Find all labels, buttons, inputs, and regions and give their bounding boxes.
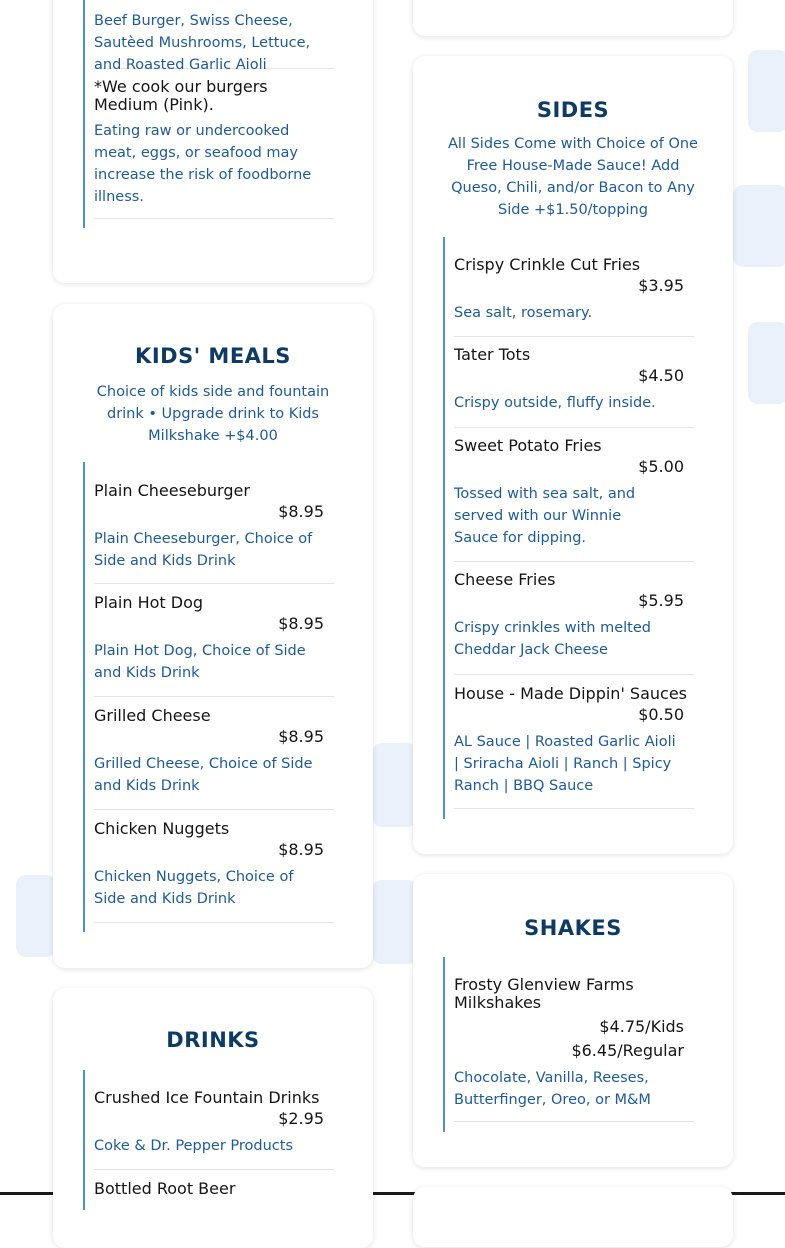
item-price-kids: $4.75/Kids (599, 1017, 684, 1036)
item-description: Crispy outside, fluffy inside. (454, 395, 656, 411)
item-description: Tossed with sea salt, and served with our Winnie Sauce for dipping. (454, 486, 636, 546)
menu-item (454, 237, 694, 337)
item-price-regular: $6.45/Regular (571, 1041, 684, 1060)
item-name: Grilled Cheese (94, 706, 211, 725)
burger-menu-card (53, 0, 373, 283)
drinks-card (53, 988, 373, 1248)
item-description: AL Sauce | Roasted Garlic Aioli | Sriracha Aioli | Ranch | Spicy Ranch | BBQ Sauce (454, 734, 676, 794)
item-name: Chicken Nuggets (94, 819, 230, 838)
item-description: Coke & Dr. Pepper Products (94, 1138, 293, 1154)
item-description: Beef Burger, Swiss Cheese, Sautèed Mushrooms, Lettuce, and Roasted Garlic Aioli (94, 13, 311, 73)
item-name: Frosty Glenview Farms Milkshakes (454, 975, 634, 1012)
item-name: Bottled Root Beer (94, 1179, 236, 1198)
background-shape (372, 880, 417, 964)
section-title: KIDS' MEALS (135, 344, 291, 368)
item-name: Cheese Fries (454, 570, 556, 589)
item-description: Crispy crinkles with melted Cheddar Jack Cheese (454, 620, 651, 658)
background-shape (748, 50, 785, 132)
menu-item-list (443, 237, 695, 819)
item-description: Sea salt, rosemary. (454, 305, 593, 321)
item-name: Crispy Crinkle Cut Fries (454, 255, 641, 274)
menu-item (94, 0, 334, 73)
section-title: SIDES (536, 98, 610, 122)
item-price: $0.50 (638, 705, 684, 724)
menu-item (454, 675, 694, 809)
item-price: $8.95 (278, 727, 324, 746)
background-shape (733, 185, 785, 267)
background-shape (16, 875, 56, 957)
item-description: Eating raw or undercooked meat, eggs, or seafood may increase the risk of foodborne illness. (94, 123, 312, 205)
menu-item-list (443, 957, 695, 1132)
item-price: $4.50 (638, 366, 684, 385)
item-price: $8.95 (278, 502, 324, 521)
menu-item-list (83, 462, 335, 932)
item-description: Chocolate, Vanilla, Reeses, Butterfinger, Oreo, or M&M (454, 1070, 651, 1108)
item-name: *We cook our burgers Medium (Pink). (94, 77, 268, 114)
section-subtitle: Choice of kids side and fountain drink • Upgrade drink to Kids Milkshake +$4.00 (96, 384, 330, 444)
menu-item (94, 810, 334, 923)
background-shape (372, 743, 417, 827)
sides-card (413, 56, 733, 854)
menu-item (94, 1070, 334, 1170)
item-description: Plain Cheeseburger, Choice of Side and Kids Drink (94, 531, 313, 569)
item-name: House - Made Dippin' Sauces (454, 684, 688, 703)
item-name: Sweet Potato Fries (454, 436, 602, 455)
item-name: Tater Tots (454, 345, 531, 364)
menu-item (454, 428, 694, 562)
item-description: Grilled Cheese, Choice of Side and Kids Drink (94, 756, 313, 794)
section-subtitle: All Sides Come with Choice of One Free House-Made Sauce! Add Queso, Chili, and/or Bacon to Any Side +$1.50/topping (448, 136, 698, 218)
menu-item-list (83, 1070, 335, 1210)
menu-item-list (83, 0, 335, 228)
item-price: $8.95 (278, 614, 324, 633)
item-price: $5.00 (638, 457, 684, 476)
menu-item (454, 562, 694, 675)
menu-item (454, 337, 694, 428)
menu-item (94, 1170, 334, 1198)
item-price: $2.95 (278, 1109, 324, 1128)
menu-item (94, 462, 334, 584)
item-price: $8.95 (278, 840, 324, 859)
menu-item (94, 584, 334, 697)
item-price: $3.95 (638, 276, 684, 295)
section-title: DRINKS (166, 1028, 260, 1052)
item-name: Crushed Ice Fountain Drinks (94, 1088, 320, 1107)
item-description: Plain Hot Dog, Choice of Side and Kids Drink (94, 643, 306, 681)
background-shape (748, 322, 785, 404)
item-name: Plain Hot Dog (94, 593, 204, 612)
menu-item (94, 697, 334, 810)
section-title: SHAKES (524, 916, 622, 940)
item-price: $5.95 (638, 591, 684, 610)
item-name: Plain Cheeseburger (94, 481, 250, 500)
menu-item (94, 69, 334, 219)
shakes-card (413, 874, 733, 1167)
item-description: Chicken Nuggets, Choice of Side and Kids Drink (94, 869, 294, 907)
menu-card-next (413, 1187, 733, 1247)
menu-card-continued (413, 0, 733, 36)
kids-meals-card (53, 304, 373, 968)
menu-item (454, 957, 694, 1122)
